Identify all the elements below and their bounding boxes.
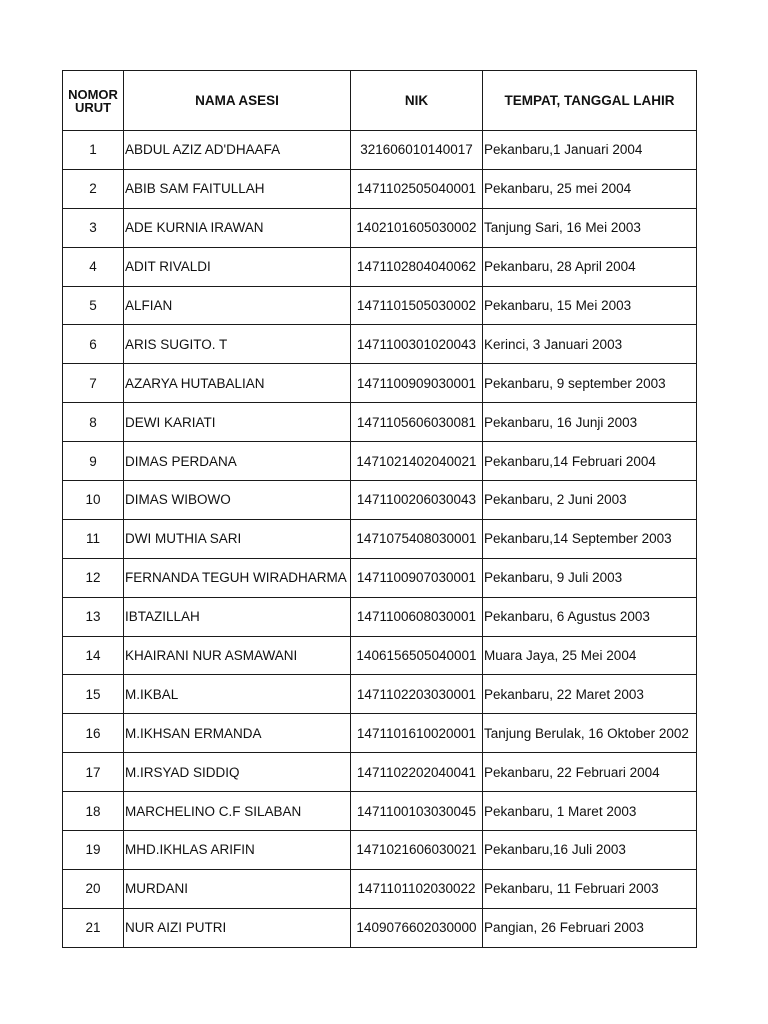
name-cell: ALFIAN	[124, 286, 351, 325]
name-cell: MHD.IKHLAS ARIFIN	[124, 831, 351, 870]
nik-cell: 1471102505040001	[351, 169, 483, 208]
nik-cell: 1471100909030001	[351, 364, 483, 403]
nik-cell: 1471100301020043	[351, 325, 483, 364]
row-number-cell: 11	[63, 519, 124, 558]
nik-cell: 1471100206030043	[351, 481, 483, 520]
name-cell: M.IKBAL	[124, 675, 351, 714]
participant-table-container	[62, 70, 696, 948]
nik-cell: 1471101610020001	[351, 714, 483, 753]
nik-cell: 1402101605030002	[351, 208, 483, 247]
column-header-nomor-line: NOMOR	[68, 86, 118, 102]
column-header-nomor-urut	[63, 71, 124, 131]
row-number-cell: 14	[63, 636, 124, 675]
table-body	[63, 131, 697, 948]
birth-place-date-cell: Pekanbaru,14 Februari 2004	[483, 442, 697, 481]
table-row	[63, 597, 697, 636]
row-number-cell: 15	[63, 675, 124, 714]
table-row	[63, 364, 697, 403]
row-number-cell: 5	[63, 286, 124, 325]
table-row	[63, 169, 697, 208]
row-number-cell: 21	[63, 908, 124, 947]
birth-place-date-cell: Pekanbaru, 28 April 2004	[483, 247, 697, 286]
row-number-cell: 6	[63, 325, 124, 364]
row-number-cell: 19	[63, 831, 124, 870]
row-number-cell: 17	[63, 753, 124, 792]
name-cell: IBTAZILLAH	[124, 597, 351, 636]
name-cell: NUR AIZI PUTRI	[124, 908, 351, 947]
row-number-cell: 13	[63, 597, 124, 636]
table-row	[63, 831, 697, 870]
row-number-cell: 8	[63, 403, 124, 442]
column-header-tempat-tanggal-lahir: TEMPAT, TANGGAL LAHIR	[483, 71, 697, 131]
nik-cell: 1471075408030001	[351, 519, 483, 558]
table-row	[63, 675, 697, 714]
nik-cell: 1471101505030002	[351, 286, 483, 325]
birth-place-date-cell: Pekanbaru, 22 Maret 2003	[483, 675, 697, 714]
row-number-cell: 3	[63, 208, 124, 247]
name-cell: DIMAS WIBOWO	[124, 481, 351, 520]
nik-cell: 1406156505040001	[351, 636, 483, 675]
table-row	[63, 286, 697, 325]
name-cell: ABDUL AZIZ AD'DHAAFA	[124, 131, 351, 170]
birth-place-date-cell: Pekanbaru, 6 Agustus 2003	[483, 597, 697, 636]
table-row	[63, 519, 697, 558]
name-cell: ADE KURNIA IRAWAN	[124, 208, 351, 247]
nik-cell: 1471102202040041	[351, 753, 483, 792]
table-header-row	[63, 71, 697, 131]
name-cell: ADIT RIVALDI	[124, 247, 351, 286]
table-row	[63, 714, 697, 753]
table-row	[63, 636, 697, 675]
name-cell: MARCHELINO C.F SILABAN	[124, 792, 351, 831]
name-cell: ARIS SUGITO. T	[124, 325, 351, 364]
table-row	[63, 131, 697, 170]
nik-cell: 1471100608030001	[351, 597, 483, 636]
row-number-cell: 16	[63, 714, 124, 753]
name-cell: M.IRSYAD SIDDIQ	[124, 753, 351, 792]
birth-place-date-cell: Pekanbaru,14 September 2003	[483, 519, 697, 558]
birth-place-date-cell: Pangian, 26 Februari 2003	[483, 908, 697, 947]
birth-place-date-cell: Kerinci, 3 Januari 2003	[483, 325, 697, 364]
table-row	[63, 325, 697, 364]
name-cell: DIMAS PERDANA	[124, 442, 351, 481]
birth-place-date-cell: Pekanbaru,16 Juli 2003	[483, 831, 697, 870]
birth-place-date-cell: Pekanbaru, 16 Junji 2003	[483, 403, 697, 442]
table-row	[63, 442, 697, 481]
nik-cell: 1471100103030045	[351, 792, 483, 831]
nik-cell: 1471105606030081	[351, 403, 483, 442]
birth-place-date-cell: Pekanbaru, 15 Mei 2003	[483, 286, 697, 325]
row-number-cell: 9	[63, 442, 124, 481]
table-row	[63, 869, 697, 908]
table-row	[63, 247, 697, 286]
row-number-cell: 7	[63, 364, 124, 403]
table-row	[63, 753, 697, 792]
birth-place-date-cell: Tanjung Sari, 16 Mei 2003	[483, 208, 697, 247]
participant-table	[62, 70, 697, 948]
name-cell: DEWI KARIATI	[124, 403, 351, 442]
name-cell: KHAIRANI NUR ASMAWANI	[124, 636, 351, 675]
column-header-urut-line: URUT	[74, 99, 112, 115]
nik-cell: 1471102804040062	[351, 247, 483, 286]
birth-place-date-cell: Pekanbaru, 9 Juli 2003	[483, 558, 697, 597]
table-row	[63, 908, 697, 947]
birth-place-date-cell: Pekanbaru, 22 Februari 2004	[483, 753, 697, 792]
birth-place-date-cell: Pekanbaru, 1 Maret 2003	[483, 792, 697, 831]
row-number-cell: 1	[63, 131, 124, 170]
table-row	[63, 558, 697, 597]
row-number-cell: 12	[63, 558, 124, 597]
name-cell: DWI MUTHIA SARI	[124, 519, 351, 558]
birth-place-date-cell: Pekanbaru, 9 september 2003	[483, 364, 697, 403]
row-number-cell: 20	[63, 869, 124, 908]
name-cell: ABIB SAM FAITULLAH	[124, 169, 351, 208]
table-row	[63, 208, 697, 247]
name-cell: MURDANI	[124, 869, 351, 908]
table-row	[63, 792, 697, 831]
nik-cell: 321606010140017	[351, 131, 483, 170]
table-row	[63, 481, 697, 520]
row-number-cell: 2	[63, 169, 124, 208]
birth-place-date-cell: Muara Jaya, 25 Mei 2004	[483, 636, 697, 675]
nik-cell: 1471101102030022	[351, 869, 483, 908]
birth-place-date-cell: Pekanbaru, 2 Juni 2003	[483, 481, 697, 520]
name-cell: AZARYA HUTABALIAN	[124, 364, 351, 403]
name-cell: M.IKHSAN ERMANDA	[124, 714, 351, 753]
column-header-nama-asesi: NAMA ASESI	[124, 71, 351, 131]
nik-cell: 1409076602030000	[351, 908, 483, 947]
nik-cell: 1471021402040021	[351, 442, 483, 481]
nik-cell: 1471100907030001	[351, 558, 483, 597]
row-number-cell: 4	[63, 247, 124, 286]
birth-place-date-cell: Tanjung Berulak, 16 Oktober 2002	[483, 714, 697, 753]
nik-cell: 1471021606030021	[351, 831, 483, 870]
birth-place-date-cell: Pekanbaru,1 Januari 2004	[483, 131, 697, 170]
column-header-nik: NIK	[351, 71, 483, 131]
birth-place-date-cell: Pekanbaru, 25 mei 2004	[483, 169, 697, 208]
row-number-cell: 18	[63, 792, 124, 831]
name-cell: FERNANDA TEGUH WIRADHARMA	[124, 558, 351, 597]
birth-place-date-cell: Pekanbaru, 11 Februari 2003	[483, 869, 697, 908]
nik-cell: 1471102203030001	[351, 675, 483, 714]
table-row	[63, 403, 697, 442]
row-number-cell: 10	[63, 481, 124, 520]
